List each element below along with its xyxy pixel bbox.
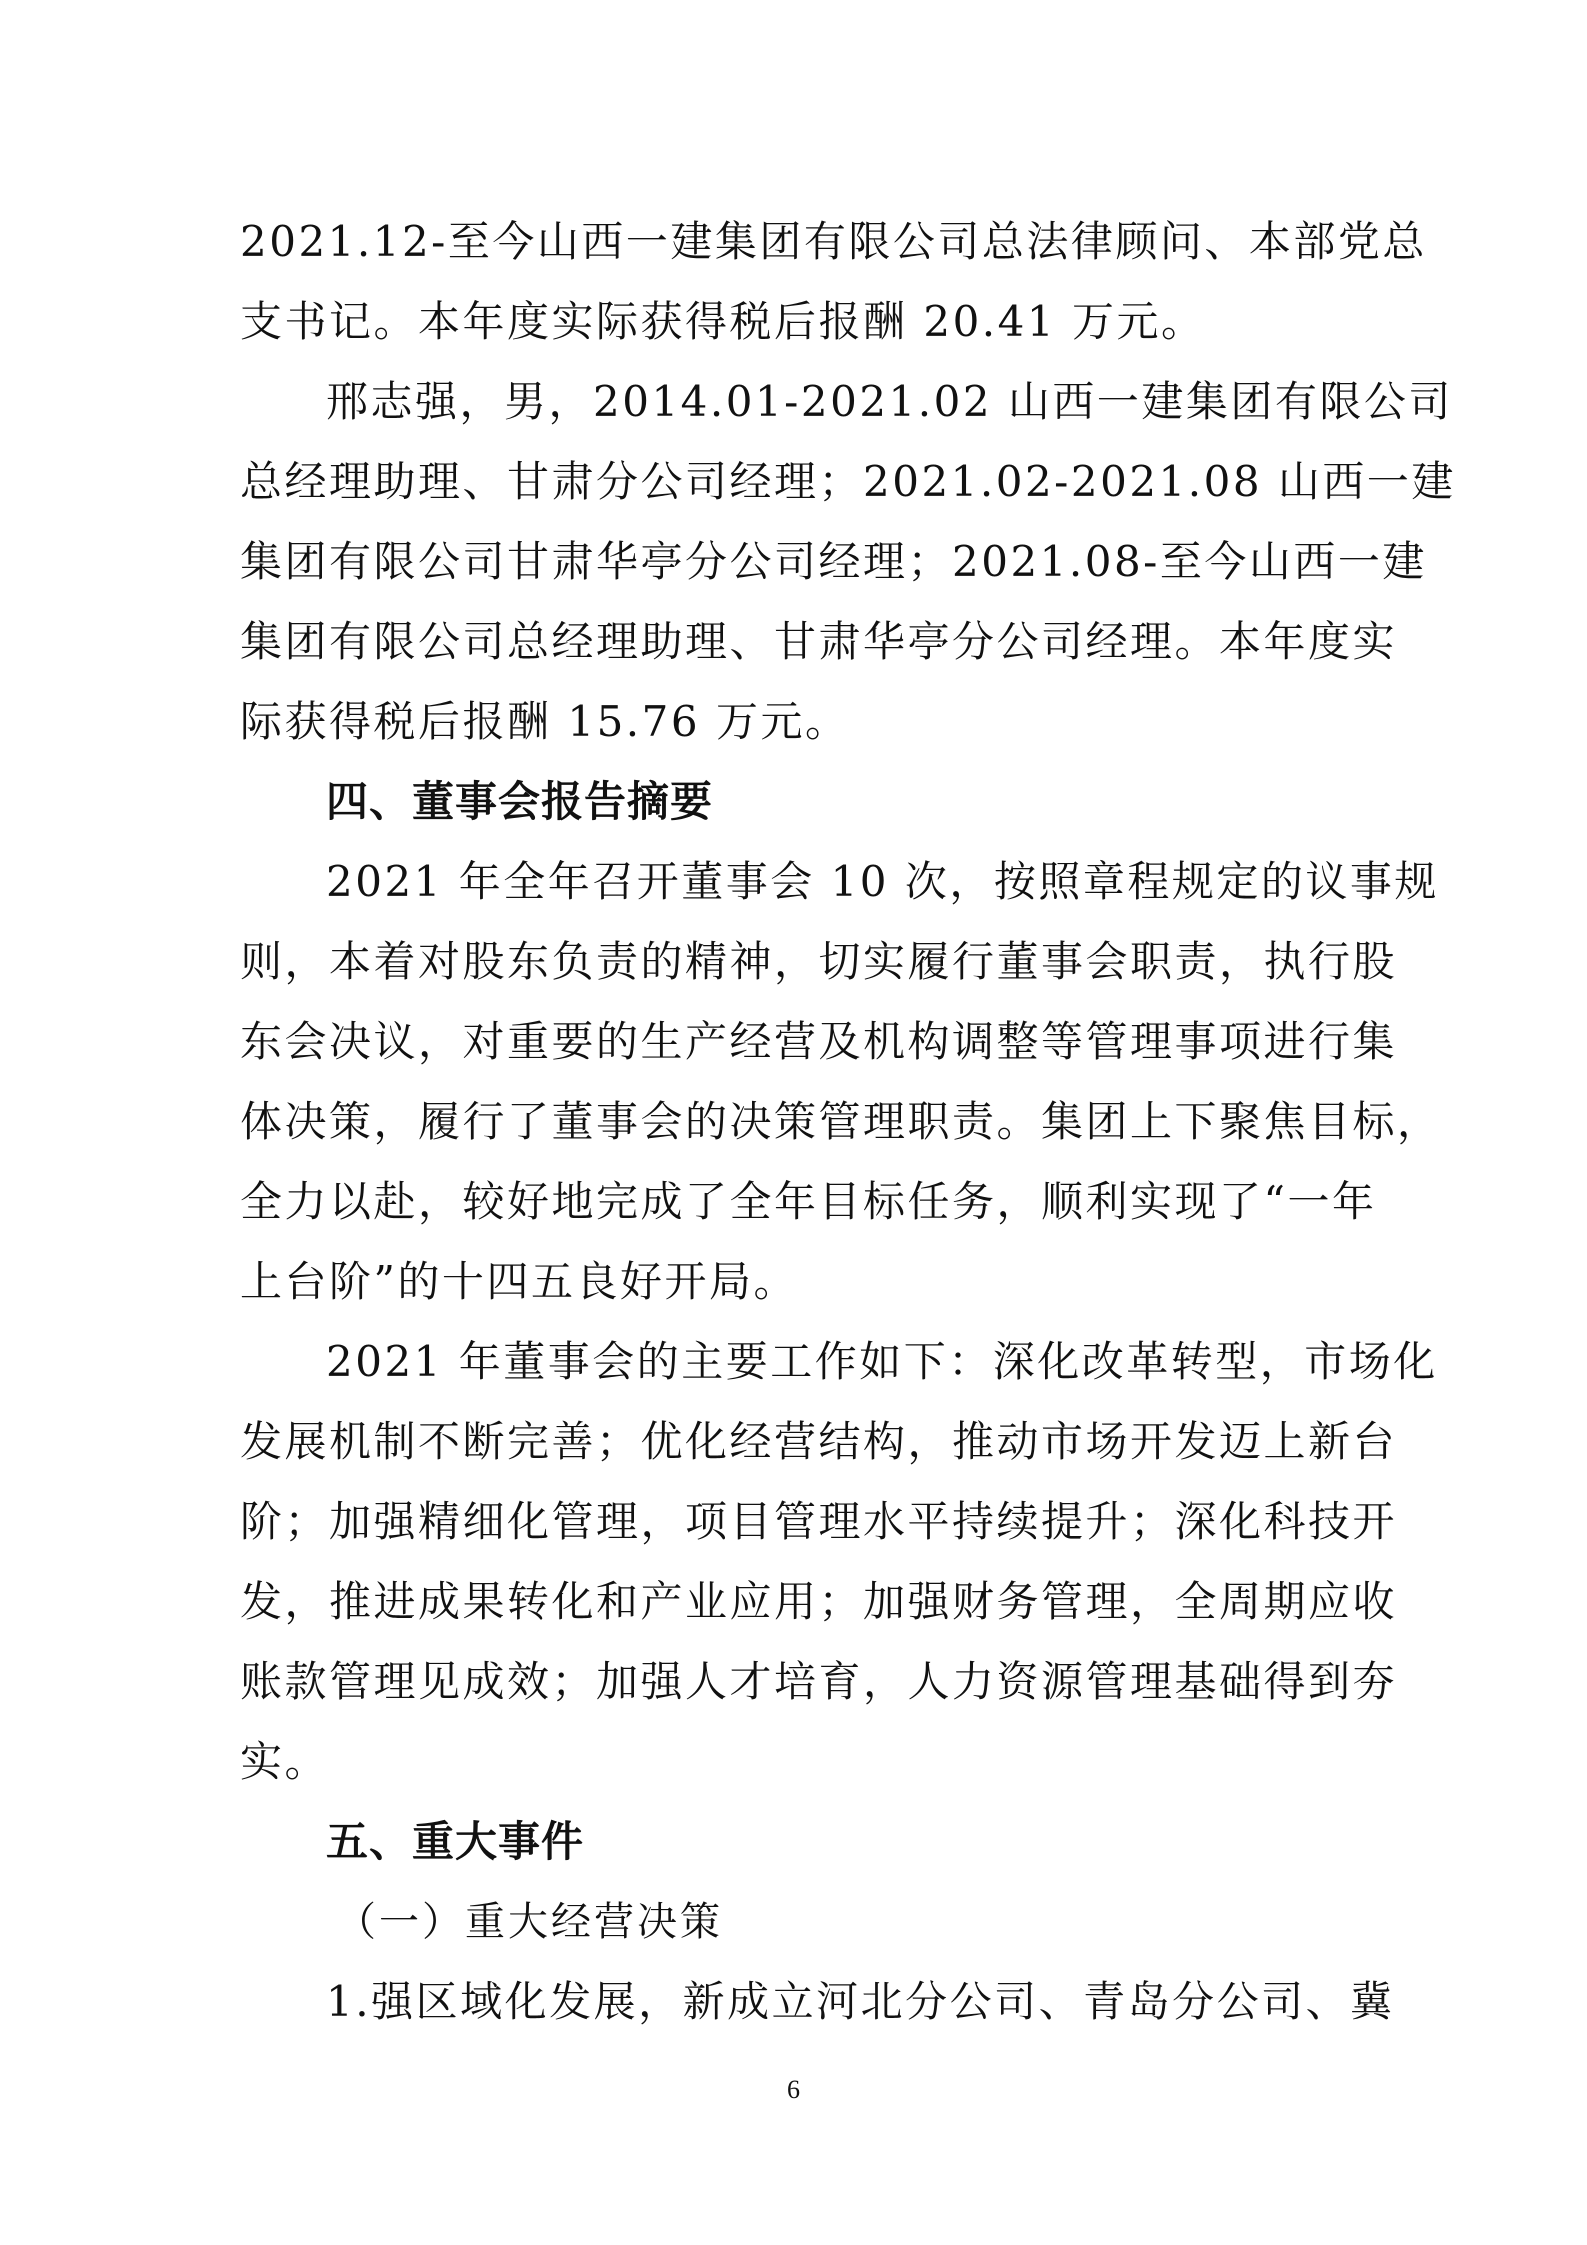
body-line: 则，本着对股东负责的精神，切实履行董事会职责，执行股: [240, 937, 1398, 986]
body-line: 1.强区域化发展，新成立河北分公司、青岛分公司、冀: [326, 1977, 1395, 2026]
subsection-heading-major-decisions: （一）重大经营决策: [336, 1899, 723, 1945]
body-line: 集团有限公司总经理助理、甘肃华亭分公司经理。本年度实: [240, 617, 1398, 666]
page-number: 6: [787, 2075, 800, 2104]
body-line: 邢志强，男，2014.01-2021.02 山西一建集团有限公司: [326, 377, 1453, 426]
body-line: 支书记。本年度实际获得税后报酬 20.41 万元。: [240, 297, 1206, 346]
body-line: 2021 年全年召开董事会 10 次，按照章程规定的议事规: [326, 857, 1439, 906]
body-line: 阶；加强精细化管理，项目管理水平持续提升；深化科技开: [240, 1497, 1398, 1546]
body-line: 发展机制不断完善；优化经营结构，推动市场开发迈上新台: [240, 1417, 1398, 1466]
body-line: 体决策，履行了董事会的决策管理职责。集团上下聚焦目标，: [240, 1097, 1442, 1146]
body-line: 账款管理见成效；加强人才培育，人力资源管理基础得到夯: [240, 1657, 1398, 1706]
body-line: 际获得税后报酬 15.76 万元。: [240, 697, 850, 746]
body-line: 实。: [240, 1737, 330, 1786]
body-line: 全力以赴，较好地完成了全年目标任务，顺利实现了“一年: [240, 1177, 1377, 1226]
body-line: 发，推进成果转化和产业应用；加强财务管理，全周期应收: [240, 1577, 1398, 1626]
body-line: 2021.12-至今山西一建集团有限公司总法律顾问、本部党总: [240, 217, 1427, 266]
section-heading-major-events: 五、重大事件: [326, 1817, 585, 1866]
body-line: 东会决议，对重要的生产经营及机构调整等管理事项进行集: [240, 1017, 1398, 1066]
body-line: 2021 年董事会的主要工作如下：深化改革转型，市场化: [326, 1337, 1438, 1386]
body-line: 上台阶”的十四五良好开局。: [240, 1257, 798, 1306]
body-line: 集团有限公司甘肃华亭分公司经理；2021.08-至今山西一建: [240, 537, 1427, 586]
section-heading-board-report: 四、董事会报告摘要: [326, 777, 714, 826]
body-line: 总经理助理、甘肃分公司经理；2021.02-2021.08 山西一建: [240, 457, 1456, 506]
